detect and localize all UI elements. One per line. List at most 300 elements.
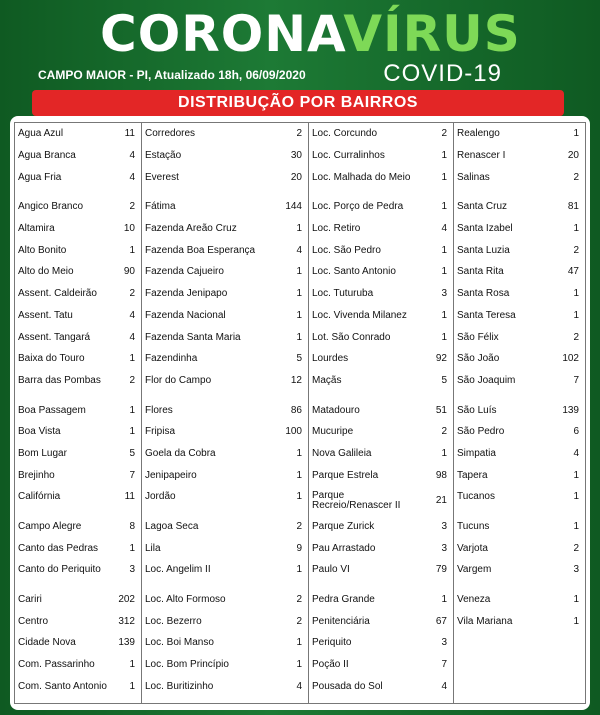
case-count: 3 bbox=[129, 564, 135, 576]
case-count: 1 bbox=[296, 309, 302, 321]
neighborhood-name: Assent. Caldeirão bbox=[18, 288, 97, 300]
table-row bbox=[312, 305, 450, 327]
neighborhood-name: Santa Luzia bbox=[457, 244, 510, 256]
case-count: 2 bbox=[296, 128, 302, 140]
row-gap bbox=[145, 391, 305, 399]
neighborhood-name: Salinas bbox=[457, 171, 490, 183]
case-count: 81 bbox=[567, 201, 579, 213]
case-count: 1 bbox=[296, 331, 302, 343]
table-row bbox=[457, 239, 582, 261]
neighborhood-name: Loc. Alto Formoso bbox=[145, 594, 226, 606]
neighborhood-name: Poção II bbox=[312, 659, 349, 671]
table-row bbox=[312, 166, 450, 188]
neighborhood-name: Veneza bbox=[457, 594, 491, 606]
case-count: 139 bbox=[118, 637, 135, 649]
case-count: 90 bbox=[123, 266, 135, 278]
case-count: 4 bbox=[129, 331, 135, 343]
table-row bbox=[145, 261, 305, 283]
table-row bbox=[18, 123, 138, 145]
neighborhood-name: Loc. Angelim II bbox=[145, 564, 211, 576]
table-row bbox=[312, 283, 450, 305]
neighborhood-name: Loc. Santo Antonio bbox=[312, 266, 396, 278]
neighborhood-name: Vargem bbox=[457, 564, 492, 576]
case-count: 47 bbox=[567, 266, 579, 278]
case-count: 4 bbox=[129, 309, 135, 321]
table-row bbox=[457, 348, 582, 370]
case-count: 1 bbox=[296, 469, 302, 481]
case-count: 20 bbox=[290, 171, 302, 183]
table-row bbox=[18, 421, 138, 443]
neighborhood-name: Loc. Porço de Pedra bbox=[312, 201, 404, 213]
neighborhood-name: Canto das Pedras bbox=[18, 542, 99, 554]
case-count: 7 bbox=[441, 659, 447, 671]
case-count: 7 bbox=[129, 469, 135, 481]
neighborhood-name: Cariri bbox=[18, 594, 42, 606]
neighborhood-name: Pau Arrastado bbox=[312, 542, 376, 554]
table-row bbox=[18, 239, 138, 261]
table-row bbox=[18, 218, 138, 240]
table-row bbox=[145, 370, 305, 392]
case-count: 8 bbox=[129, 521, 135, 533]
neighborhood-name: Fazenda Santa Maria bbox=[145, 331, 241, 343]
neighborhood-name: Fazenda Areão Cruz bbox=[145, 223, 237, 235]
neighborhood-name: Alto do Meio bbox=[18, 266, 74, 278]
section-title: DISTRIBUÇÃO POR BAIRROS bbox=[32, 90, 564, 116]
neighborhood-name: Barra das Pombas bbox=[18, 374, 101, 386]
table-row bbox=[457, 443, 582, 465]
case-count: 1 bbox=[573, 521, 579, 533]
case-count: 21 bbox=[435, 495, 447, 507]
table-row bbox=[145, 123, 305, 145]
page-title bbox=[100, 6, 521, 62]
table-row bbox=[145, 305, 305, 327]
table-row bbox=[145, 421, 305, 443]
case-count: 1 bbox=[573, 128, 579, 140]
neighborhood-name: Com. Passarinho bbox=[18, 659, 95, 671]
case-count: 1 bbox=[441, 244, 447, 256]
table-row bbox=[312, 399, 450, 421]
neighborhood-name: Flor do Campo bbox=[145, 374, 212, 386]
neighborhood-name: Tapera bbox=[457, 469, 488, 481]
case-count: 1 bbox=[296, 659, 302, 671]
case-count: 2 bbox=[296, 521, 302, 533]
neighborhood-name: Assent. Tatu bbox=[18, 309, 73, 321]
row-gap bbox=[457, 188, 582, 196]
table-row bbox=[457, 196, 582, 218]
table-row bbox=[145, 676, 305, 698]
neighborhood-name: Corredores bbox=[145, 128, 196, 140]
neighborhood-name: Cidade Nova bbox=[18, 637, 76, 649]
table-row bbox=[18, 676, 138, 698]
table-row bbox=[312, 537, 450, 559]
neighborhood-name: Canto do Periquito bbox=[18, 564, 101, 576]
case-count: 2 bbox=[573, 331, 579, 343]
case-count: 1 bbox=[129, 659, 135, 671]
table-row bbox=[457, 516, 582, 538]
neighborhood-name: Varjota bbox=[457, 542, 488, 554]
case-count: 1 bbox=[129, 404, 135, 416]
table-row bbox=[457, 399, 582, 421]
table-row bbox=[145, 399, 305, 421]
neighborhood-name: Everest bbox=[145, 171, 179, 183]
case-count: 1 bbox=[573, 594, 579, 606]
table-row bbox=[457, 537, 582, 559]
case-count: 51 bbox=[435, 404, 447, 416]
case-count: 92 bbox=[435, 353, 447, 365]
table-row bbox=[18, 305, 138, 327]
row-gap bbox=[18, 188, 138, 196]
table-row bbox=[312, 218, 450, 240]
neighborhood-name: Loc. Malhada do Meio bbox=[312, 171, 411, 183]
location-update-text: CAMPO MAIOR - PI, Atualizado 18h, 06/09/2020 bbox=[38, 68, 306, 82]
case-count: 202 bbox=[118, 594, 135, 606]
case-count: 4 bbox=[296, 244, 302, 256]
table-row bbox=[18, 348, 138, 370]
table-row bbox=[312, 676, 450, 698]
neighborhood-name: Fazenda Jenipapo bbox=[145, 288, 228, 300]
case-count: 3 bbox=[441, 542, 447, 554]
table-row bbox=[145, 196, 305, 218]
table-row bbox=[312, 486, 450, 516]
neighborhood-name: Água Azul bbox=[18, 128, 64, 140]
case-count: 4 bbox=[441, 223, 447, 235]
table-row bbox=[145, 559, 305, 581]
neighborhood-name: Paulo VI bbox=[312, 564, 350, 576]
table-row bbox=[18, 145, 138, 167]
table-row bbox=[18, 399, 138, 421]
case-count: 1 bbox=[296, 266, 302, 278]
table-row bbox=[457, 559, 582, 581]
table-row bbox=[312, 464, 450, 486]
case-count: 2 bbox=[573, 171, 579, 183]
case-count: 102 bbox=[562, 353, 579, 365]
case-count: 4 bbox=[573, 447, 579, 459]
case-count: 312 bbox=[118, 615, 135, 627]
table-row bbox=[457, 305, 582, 327]
neighborhood-name: Penitenciária bbox=[312, 615, 370, 627]
neighborhood-name: Simpatia bbox=[457, 447, 496, 459]
neighborhood-name: Santa Cruz bbox=[457, 201, 508, 213]
neighborhood-name: Santa Izabel bbox=[457, 223, 513, 235]
table-row bbox=[312, 196, 450, 218]
case-count: 1 bbox=[296, 564, 302, 576]
case-count: 1 bbox=[441, 266, 447, 278]
case-count: 2 bbox=[441, 128, 447, 140]
case-count: 1 bbox=[441, 309, 447, 321]
table-row bbox=[18, 516, 138, 538]
case-count: 1 bbox=[129, 542, 135, 554]
row-gap bbox=[312, 581, 450, 589]
neighborhood-name: Fazenda Cajueiro bbox=[145, 266, 224, 278]
table-row bbox=[457, 370, 582, 392]
neighborhood-name: Com. Santo Antonio bbox=[18, 680, 107, 692]
title-main: CORONA bbox=[100, 5, 344, 63]
table-row bbox=[145, 610, 305, 632]
neighborhood-name: Parque Recreio/Renascer II bbox=[312, 490, 401, 511]
case-count: 144 bbox=[285, 201, 302, 213]
table-row bbox=[18, 443, 138, 465]
table-row bbox=[457, 589, 582, 611]
case-count: 1 bbox=[573, 223, 579, 235]
case-count: 3 bbox=[441, 521, 447, 533]
table-row bbox=[18, 486, 138, 508]
neighborhood-name: Loc. Tuturuba bbox=[312, 288, 374, 300]
case-count: 11 bbox=[124, 491, 135, 503]
table-row bbox=[457, 145, 582, 167]
neighborhood-table bbox=[10, 116, 590, 710]
case-count: 2 bbox=[441, 426, 447, 438]
table-column-3 bbox=[308, 122, 453, 704]
neighborhood-name: Fátima bbox=[145, 201, 176, 213]
neighborhood-name: Água Fria bbox=[18, 171, 62, 183]
case-count: 1 bbox=[129, 244, 135, 256]
row-gap bbox=[145, 508, 305, 516]
table-row bbox=[18, 261, 138, 283]
neighborhood-name: Pedra Grande bbox=[312, 594, 375, 606]
case-count: 1 bbox=[441, 171, 447, 183]
case-count: 1 bbox=[296, 491, 302, 503]
neighborhood-name: Goela da Cobra bbox=[145, 447, 216, 459]
table-row bbox=[145, 537, 305, 559]
row-gap bbox=[18, 391, 138, 399]
case-count: 1 bbox=[296, 447, 302, 459]
neighborhood-name: Pousada do Sol bbox=[312, 680, 383, 692]
table-row bbox=[145, 486, 305, 508]
table-row bbox=[145, 283, 305, 305]
neighborhood-name: Jordão bbox=[145, 491, 176, 503]
table-row bbox=[145, 239, 305, 261]
neighborhood-name: Lot. São Conrado bbox=[312, 331, 391, 343]
case-count: 4 bbox=[441, 680, 447, 692]
table-row bbox=[312, 421, 450, 443]
neighborhood-name: Água Branca bbox=[18, 150, 76, 162]
neighborhood-name: Loc. Bezerro bbox=[145, 615, 202, 627]
neighborhood-name: Bom Lugar bbox=[18, 447, 67, 459]
neighborhood-name: Periquito bbox=[312, 637, 352, 649]
table-row bbox=[145, 326, 305, 348]
case-count: 3 bbox=[441, 637, 447, 649]
table-row bbox=[18, 370, 138, 392]
neighborhood-name: Califórnia bbox=[18, 491, 61, 503]
table-row bbox=[18, 537, 138, 559]
neighborhood-name: Angico Branco bbox=[18, 201, 84, 213]
neighborhood-name: Centro bbox=[18, 615, 49, 627]
case-count: 11 bbox=[124, 128, 135, 140]
neighborhood-name: Loc. Bom Princípio bbox=[145, 659, 229, 671]
case-count: 2 bbox=[296, 594, 302, 606]
table-row bbox=[18, 610, 138, 632]
case-count: 1 bbox=[296, 637, 302, 649]
case-count: 30 bbox=[290, 150, 302, 162]
case-count: 12 bbox=[290, 374, 302, 386]
case-count: 2 bbox=[129, 201, 135, 213]
neighborhood-name: Parque Zurick bbox=[312, 521, 375, 533]
table-row bbox=[312, 654, 450, 676]
neighborhood-name: Loc. Vivenda Milanez bbox=[312, 309, 407, 321]
table-row bbox=[457, 218, 582, 240]
case-count: 20 bbox=[567, 150, 579, 162]
neighborhood-name: Realengo bbox=[457, 128, 500, 140]
neighborhood-name: Alto Bonito bbox=[18, 244, 67, 256]
case-count: 100 bbox=[285, 426, 302, 438]
case-count: 6 bbox=[573, 426, 579, 438]
table-row bbox=[457, 123, 582, 145]
table-column-4 bbox=[453, 122, 586, 704]
table-row bbox=[145, 632, 305, 654]
table-row bbox=[457, 283, 582, 305]
neighborhood-name: São Luís bbox=[457, 404, 497, 416]
case-count: 1 bbox=[129, 680, 135, 692]
covid-subtitle: COVID-19 bbox=[383, 60, 502, 87]
table-row bbox=[145, 654, 305, 676]
table-row bbox=[312, 516, 450, 538]
table-row bbox=[457, 326, 582, 348]
case-count: 2 bbox=[296, 615, 302, 627]
table-row bbox=[312, 632, 450, 654]
table-row bbox=[457, 486, 582, 508]
neighborhood-name: São Pedro bbox=[457, 426, 505, 438]
table-row bbox=[312, 261, 450, 283]
row-gap bbox=[18, 581, 138, 589]
case-count: 139 bbox=[562, 404, 579, 416]
case-count: 79 bbox=[435, 564, 447, 576]
table-row bbox=[145, 516, 305, 538]
neighborhood-name: Fazenda Boa Esperança bbox=[145, 244, 256, 256]
neighborhood-name: Loc. Buritizinho bbox=[145, 680, 214, 692]
case-count: 5 bbox=[296, 353, 302, 365]
table-row bbox=[145, 218, 305, 240]
table-row bbox=[312, 559, 450, 581]
table-row bbox=[312, 123, 450, 145]
case-count: 4 bbox=[296, 680, 302, 692]
case-count: 1 bbox=[296, 223, 302, 235]
table-row bbox=[457, 421, 582, 443]
neighborhood-name: Santa Rita bbox=[457, 266, 504, 278]
neighborhood-name: Parque Estrela bbox=[312, 469, 379, 481]
case-count: 67 bbox=[435, 615, 447, 627]
neighborhood-name: Baixa do Touro bbox=[18, 353, 85, 365]
table-row bbox=[145, 589, 305, 611]
row-gap bbox=[145, 581, 305, 589]
table-row bbox=[145, 443, 305, 465]
neighborhood-name: Lourdes bbox=[312, 353, 349, 365]
neighborhood-name: Tucanos bbox=[457, 491, 495, 503]
case-count: 4 bbox=[129, 171, 135, 183]
case-count: 1 bbox=[441, 150, 447, 162]
table-row bbox=[18, 589, 138, 611]
header-banner bbox=[0, 0, 600, 95]
table-row bbox=[18, 654, 138, 676]
table-row bbox=[457, 464, 582, 486]
neighborhood-name: Vila Mariana bbox=[457, 615, 513, 627]
case-count: 1 bbox=[441, 447, 447, 459]
table-row bbox=[312, 326, 450, 348]
neighborhood-name: Santa Teresa bbox=[457, 309, 516, 321]
table-column-1 bbox=[14, 122, 141, 704]
neighborhood-name: Santa Rosa bbox=[457, 288, 510, 300]
neighborhood-name: Fazenda Nacional bbox=[145, 309, 226, 321]
case-count: 1 bbox=[573, 615, 579, 627]
neighborhood-name: Assent. Tangará bbox=[18, 331, 91, 343]
neighborhood-name: Loc. Boi Manso bbox=[145, 637, 214, 649]
row-gap bbox=[145, 188, 305, 196]
neighborhood-name: Mucuripe bbox=[312, 426, 354, 438]
neighborhood-name: Fazendinha bbox=[145, 353, 198, 365]
neighborhood-name: Brejinho bbox=[18, 469, 55, 481]
table-columns bbox=[14, 122, 586, 704]
table-row bbox=[145, 145, 305, 167]
row-gap bbox=[18, 508, 138, 516]
neighborhood-name: Loc. Curralinhos bbox=[312, 150, 385, 162]
table-row bbox=[312, 589, 450, 611]
neighborhood-name: Estação bbox=[145, 150, 182, 162]
neighborhood-name: Jenipapeiro bbox=[145, 469, 197, 481]
neighborhood-name: São Félix bbox=[457, 331, 499, 343]
table-row bbox=[18, 464, 138, 486]
case-count: 98 bbox=[435, 469, 447, 481]
case-count: 1 bbox=[441, 331, 447, 343]
row-gap bbox=[312, 188, 450, 196]
neighborhood-name: Nova Galileia bbox=[312, 447, 372, 459]
title-accent: VÍRUS bbox=[343, 5, 521, 63]
neighborhood-name: Loc. São Pedro bbox=[312, 244, 381, 256]
table-row bbox=[145, 464, 305, 486]
table-row bbox=[312, 370, 450, 392]
neighborhood-name: Boa Passagem bbox=[18, 404, 86, 416]
neighborhood-name: Fripisa bbox=[145, 426, 176, 438]
table-row bbox=[312, 610, 450, 632]
case-count: 1 bbox=[441, 201, 447, 213]
table-row bbox=[145, 166, 305, 188]
case-count: 1 bbox=[129, 353, 135, 365]
neighborhood-name: Altamira bbox=[18, 223, 55, 235]
table-row bbox=[457, 166, 582, 188]
neighborhood-name: Campo Alegre bbox=[18, 521, 82, 533]
row-gap bbox=[457, 508, 582, 516]
table-row bbox=[312, 145, 450, 167]
case-count: 5 bbox=[129, 447, 135, 459]
table-row bbox=[145, 348, 305, 370]
case-count: 9 bbox=[296, 542, 302, 554]
row-gap bbox=[312, 391, 450, 399]
neighborhood-name: São João bbox=[457, 353, 500, 365]
table-row bbox=[312, 348, 450, 370]
case-count: 2 bbox=[573, 542, 579, 554]
neighborhood-name: Lagoa Seca bbox=[145, 521, 199, 533]
neighborhood-name: Flores bbox=[145, 404, 173, 416]
table-row bbox=[18, 632, 138, 654]
table-row bbox=[312, 239, 450, 261]
case-count: 1 bbox=[573, 491, 579, 503]
neighborhood-name: Loc. Retiro bbox=[312, 223, 361, 235]
neighborhood-name: Maçãs bbox=[312, 374, 342, 386]
case-count: 1 bbox=[573, 288, 579, 300]
neighborhood-name: Renascer I bbox=[457, 150, 506, 162]
table-row bbox=[18, 283, 138, 305]
case-count: 3 bbox=[573, 564, 579, 576]
case-count: 2 bbox=[129, 374, 135, 386]
case-count: 10 bbox=[123, 223, 135, 235]
table-row bbox=[457, 261, 582, 283]
table-row bbox=[457, 610, 582, 632]
case-count: 5 bbox=[441, 374, 447, 386]
table-row bbox=[18, 196, 138, 218]
case-count: 1 bbox=[129, 426, 135, 438]
case-count: 7 bbox=[573, 374, 579, 386]
row-gap bbox=[457, 391, 582, 399]
case-count: 1 bbox=[573, 469, 579, 481]
case-count: 4 bbox=[129, 150, 135, 162]
